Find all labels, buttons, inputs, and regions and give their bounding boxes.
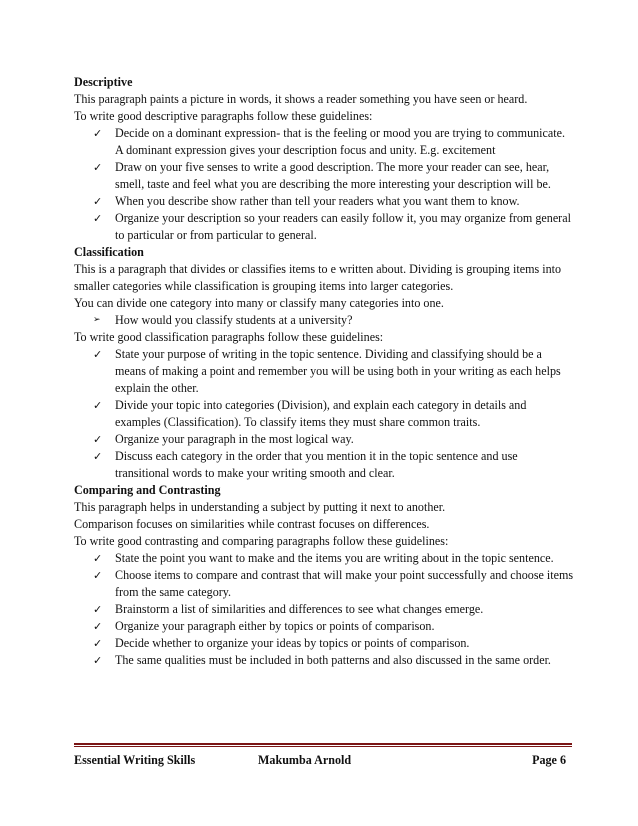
checkmark-icon: ✓ <box>93 450 103 463</box>
checkmark-icon: ✓ <box>93 552 103 565</box>
footer-page-number: Page 6 <box>532 753 566 767</box>
checkmark-icon: ✓ <box>93 433 103 446</box>
list-item <box>74 635 574 652</box>
heading-descriptive: Descriptive <box>74 75 133 89</box>
paragraph: To write good descriptive paragraphs follow these guidelines: <box>74 109 373 123</box>
paragraph: To write good classification paragraphs follow these guidelines: <box>74 330 384 344</box>
arrow-bullet-icon: ➢ <box>93 315 101 325</box>
heading-classification: Classification <box>74 245 144 259</box>
checkmark-icon: ✓ <box>93 195 103 208</box>
list-item-text: State your purpose of writing in the topic sentence. Dividing and classifying should be a means of making a point and remember you will be using both in your writing as each helps explain the other. <box>115 347 561 395</box>
list-item <box>74 125 574 159</box>
question-text: How would you classify students at a university? <box>115 313 353 327</box>
list-item-text: State the point you want to make and the items you are writing about in the topic sentence. <box>115 551 554 565</box>
checkmark-icon: ✓ <box>93 569 103 582</box>
list-item-text: Organize your description so your readers can easily follow it, you may organize from general to particular or from particular to general. <box>115 211 571 242</box>
list-item <box>74 397 574 431</box>
checkmark-icon: ✓ <box>93 127 103 140</box>
paragraph: Comparison focuses on similarities while contrast focuses on differences. <box>74 517 430 531</box>
list-item <box>74 431 574 448</box>
list-item-text: Discuss each category in the order that you mention it in the topic sentence and use transitional words to make your writing smooth and clear. <box>115 449 518 480</box>
checkmark-icon: ✓ <box>93 212 103 225</box>
list-item <box>74 618 574 635</box>
list-item-text: Decide on a dominant expression- that is the feeling or mood you are trying to communicate. A dominant expression gives your description focus and unity. E.g. excitement <box>115 126 566 157</box>
paragraph: To write good contrasting and comparing paragraphs follow these guidelines: <box>74 534 449 548</box>
list-item <box>74 346 574 397</box>
footer-title: Essential Writing Skills <box>74 753 196 767</box>
paragraph: This paragraph paints a picture in words, it shows a reader something you have seen or heard. <box>74 92 528 106</box>
list-item <box>74 448 574 482</box>
paragraph: You can divide one category into many or classify many categories into one. <box>74 296 444 310</box>
list-item <box>74 159 574 193</box>
list-item-text: When you describe show rather than tell your readers what you want them to know. <box>115 194 520 208</box>
checkmark-icon: ✓ <box>93 603 103 616</box>
list-item-text: Draw on your five senses to write a good description. The more your reader can see, hear, smell, taste and feel what you are describing the more interesting your description will be. <box>115 160 551 191</box>
question-item <box>74 312 574 329</box>
paragraph: This paragraph helps in understanding a subject by putting it next to another. <box>74 500 446 514</box>
list-item-text: Organize your paragraph either by topics or points of comparison. <box>115 619 435 633</box>
checkmark-icon: ✓ <box>93 637 103 650</box>
heading-comparing-contrasting: Comparing and Contrasting <box>74 483 221 497</box>
list-item <box>74 193 574 210</box>
checkmark-icon: ✓ <box>93 399 103 412</box>
paragraph: This is a paragraph that divides or classifies items to e written about. Dividing is grouping items into smaller categories while classification is grouping items into larger categories. <box>74 262 562 293</box>
list-item <box>74 652 574 669</box>
list-item-text: Organize your paragraph in the most logical way. <box>115 432 354 446</box>
checkmark-icon: ✓ <box>93 348 103 361</box>
checkmark-icon: ✓ <box>93 161 103 174</box>
page-footer <box>74 752 572 769</box>
footer-rule-thin <box>74 746 572 747</box>
list-item-text: Brainstorm a list of similarities and differences to see what changes emerge. <box>115 602 484 616</box>
list-item-text: Choose items to compare and contrast that will make your point successfully and choose items from the same category. <box>115 568 574 599</box>
list-item <box>74 567 574 601</box>
checkmark-icon: ✓ <box>93 654 103 667</box>
list-item <box>74 601 574 618</box>
list-item-text: The same qualities must be included in both patterns and also discussed in the same order. <box>115 653 551 667</box>
list-item <box>74 210 574 244</box>
footer-rule-thick <box>74 743 572 745</box>
list-item-text: Divide your topic into categories (Division), and explain each category in details and examples (Classification). To classify items they must share common traits. <box>115 398 527 429</box>
page-content <box>74 74 574 669</box>
list-item <box>74 550 574 567</box>
footer-author: Makumba Arnold <box>258 753 352 767</box>
checkmark-icon: ✓ <box>93 620 103 633</box>
list-item-text: Decide whether to organize your ideas by topics or points of comparison. <box>115 636 470 650</box>
